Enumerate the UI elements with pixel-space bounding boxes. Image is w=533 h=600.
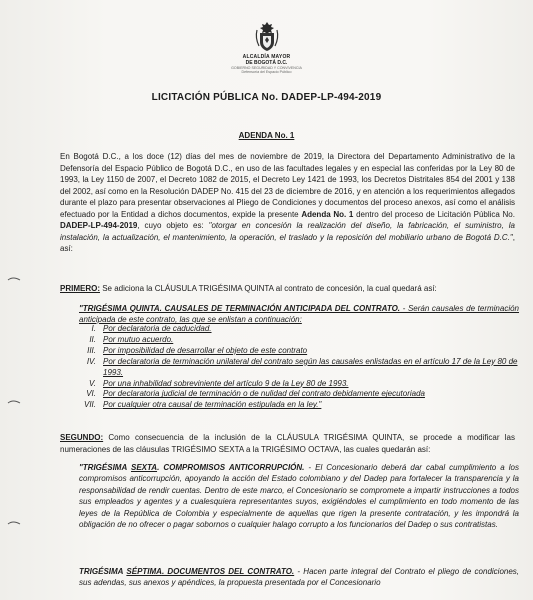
list-item-text: Por una inhabilidad sobreviniente del artículo 9 de la Ley 80 de 1993. (103, 378, 349, 388)
segundo-paragraph (60, 432, 515, 455)
addenda-title: ADENDA No. 1 (238, 131, 295, 140)
letterhead-line-2: DE BOGOTÁ D.C. (245, 60, 288, 66)
primero-text: Se adiciona la CLÁUSULA TRIGÉSIMA QUINTA al contrato de concesión, la cual quedará así: (100, 284, 437, 293)
letterhead (0, 20, 533, 74)
clause-35-text: - Serán causales de terminación anticipada de este contrato, las que se enlistan a continuación: (79, 304, 519, 324)
intro-text-4: , así: (60, 232, 515, 253)
list-item (82, 346, 522, 357)
primero-label: PRIMERO: (60, 284, 100, 293)
clause-37-heading: . DOCUMENTOS DEL CONTRATO. (161, 567, 295, 576)
clause-37-word: SÉPTIMA (126, 567, 162, 576)
clause-36-open: "TRIGÉSIMA (79, 463, 131, 472)
clause-35-paragraph (79, 303, 519, 325)
list-item-text: Por imposibilidad de desarrollar el objeto de este contrato (103, 345, 308, 355)
letterhead-line-4: Defensoría del Espacio Público (241, 70, 292, 74)
letterhead-line-3: GOBIERNO SEGURIDAD Y CONVIVENCIA (231, 66, 302, 70)
addenda-ref: Adenda No. 1 (301, 209, 354, 219)
segundo-label: SEGUNDO: (60, 433, 104, 442)
list-item-text: Por declaratoria de terminación unilateral del contrato según las causales enlistadas en el artículo 17 de la Ley 80 de 1993. (103, 356, 518, 377)
clause-37-paragraph (79, 566, 519, 589)
list-item (82, 335, 522, 346)
list-item-number: III. (87, 345, 96, 355)
causales-list (82, 324, 522, 411)
list-item-number: IV. (86, 356, 96, 366)
clause-35-heading: "TRIGÉSIMA QUINTA. CAUSALES DE TERMINACIÓN ANTICIPADA DEL CONTRATO. (79, 304, 401, 313)
list-item-text: Por cualquier otra causal de terminación estipulada en la ley." (103, 400, 322, 410)
list-item (82, 379, 522, 390)
process-number: DADEP-LP-494-2019 (60, 221, 138, 230)
segundo-text: Como consecuencia de la inclusión de la CLÁUSULA TRIGÉSIMA QUINTA, se procede a modificar las numeraciones de las cláusulas TRIGÉSIMO SEXTA a la TRIGÉSIMO OCTAVA, las cuales quedarán así: (60, 433, 515, 454)
list-item (82, 389, 522, 400)
list-item-number: VII. (83, 400, 96, 410)
letterhead-line-1: ALCALDÍA MAYOR (242, 54, 291, 60)
intro-text-2: dentro del proceso de Licitación Pública No. (353, 209, 515, 219)
list-item-number: II. (89, 334, 96, 344)
clause-36-text: - El Concesionario deberá dar cabal cumplimiento a los compromisos anticorrupción, apoyando la acción del Estado colombiano y del Dadep para fortalecer la transparencia y la responsabilidad de rendir cuentas. Dentro de este marco, el Concesionario se compromete a impartir instrucciones a todos sus empleados y agentes y a cualesquiera representantes suyos, exigiéndoles el cumplimiento en todo momento de las leyes de la República de Colombia y especialmente de aquellas que rigen la presente contratación, y les impondrá la obligación de no ofrecer o pagar sobornos o cualquier halago corrupto a los funcionarios del Dadep o sus contratistas. (79, 463, 519, 530)
margin-pen-mark (7, 399, 21, 405)
list-item-number: I. (91, 324, 96, 333)
intro-text-3: , cuyo objeto es: (137, 221, 209, 230)
list-item-text: Por mutuo acuerdo. (103, 334, 174, 344)
list-item-number: VI. (86, 389, 96, 399)
intro-text: En Bogotá D.C., a los doce (12) días del mes de noviembre de 2019, la Directora del Departamento Administrativo de la Defensoría del Espacio Público de Bogotá D.C., en uso de las facultades legales y en especial las conferidas por la Ley 80 de 1993, la Ley 1150 de 2007, el Decreto 1082 de 2015, el Decreto Ley 1421 de 1993, los Decretos Distritales 854 del 2001 y 138 del 2002, así como en la Resolución DADEP No. 415 del 23 de diciembre de 2016, y en atención a los requerimientos allegados durante el plazo para presentar observaciones al Pliego de Condiciones y documentos del proceso anexos, así como el análisis efectuado por la Entidad a dichos documentos, expide la presente (60, 152, 515, 219)
list-item-text: Por declaratoria de caducidad. (103, 324, 212, 333)
margin-pen-mark (7, 276, 21, 282)
clause-37-open: TRIGÉSIMA (79, 567, 127, 576)
list-item-number: V. (89, 378, 96, 388)
document-title: LICITACIÓN PÚBLICA No. DADEP-LP-494-2019 (151, 92, 382, 103)
list-item (82, 357, 522, 379)
clause-36-heading: . COMPROMISOS ANTICORRUPCIÓN. (157, 463, 305, 472)
intro-paragraph (60, 151, 515, 255)
primero-paragraph (60, 283, 515, 295)
contract-object: "otorgar en concesión la realización del diseño, la fabricación, el suministro, la instalación, la actualización, el mantenimiento, la operación, el traslado y la reposición del mobiliario urbano de Bogotá D.C." (60, 221, 515, 242)
clause-36-word: SEXTA (130, 463, 158, 472)
list-item (82, 324, 522, 335)
clause-36-paragraph (79, 462, 519, 530)
list-item-text: Por declaratoria judicial de terminación o de nulidad del contrato debidamente ejecutoriada (103, 389, 425, 399)
margin-pen-mark (7, 520, 21, 526)
clause-37-text: - Hacen parte integral del Contrato el pliego de condiciones, sus adendas, sus anexos y apéndices, la propuesta presentada por el Concesionario (79, 567, 520, 588)
coat-of-arms-logo (254, 20, 280, 52)
list-item (82, 400, 522, 411)
